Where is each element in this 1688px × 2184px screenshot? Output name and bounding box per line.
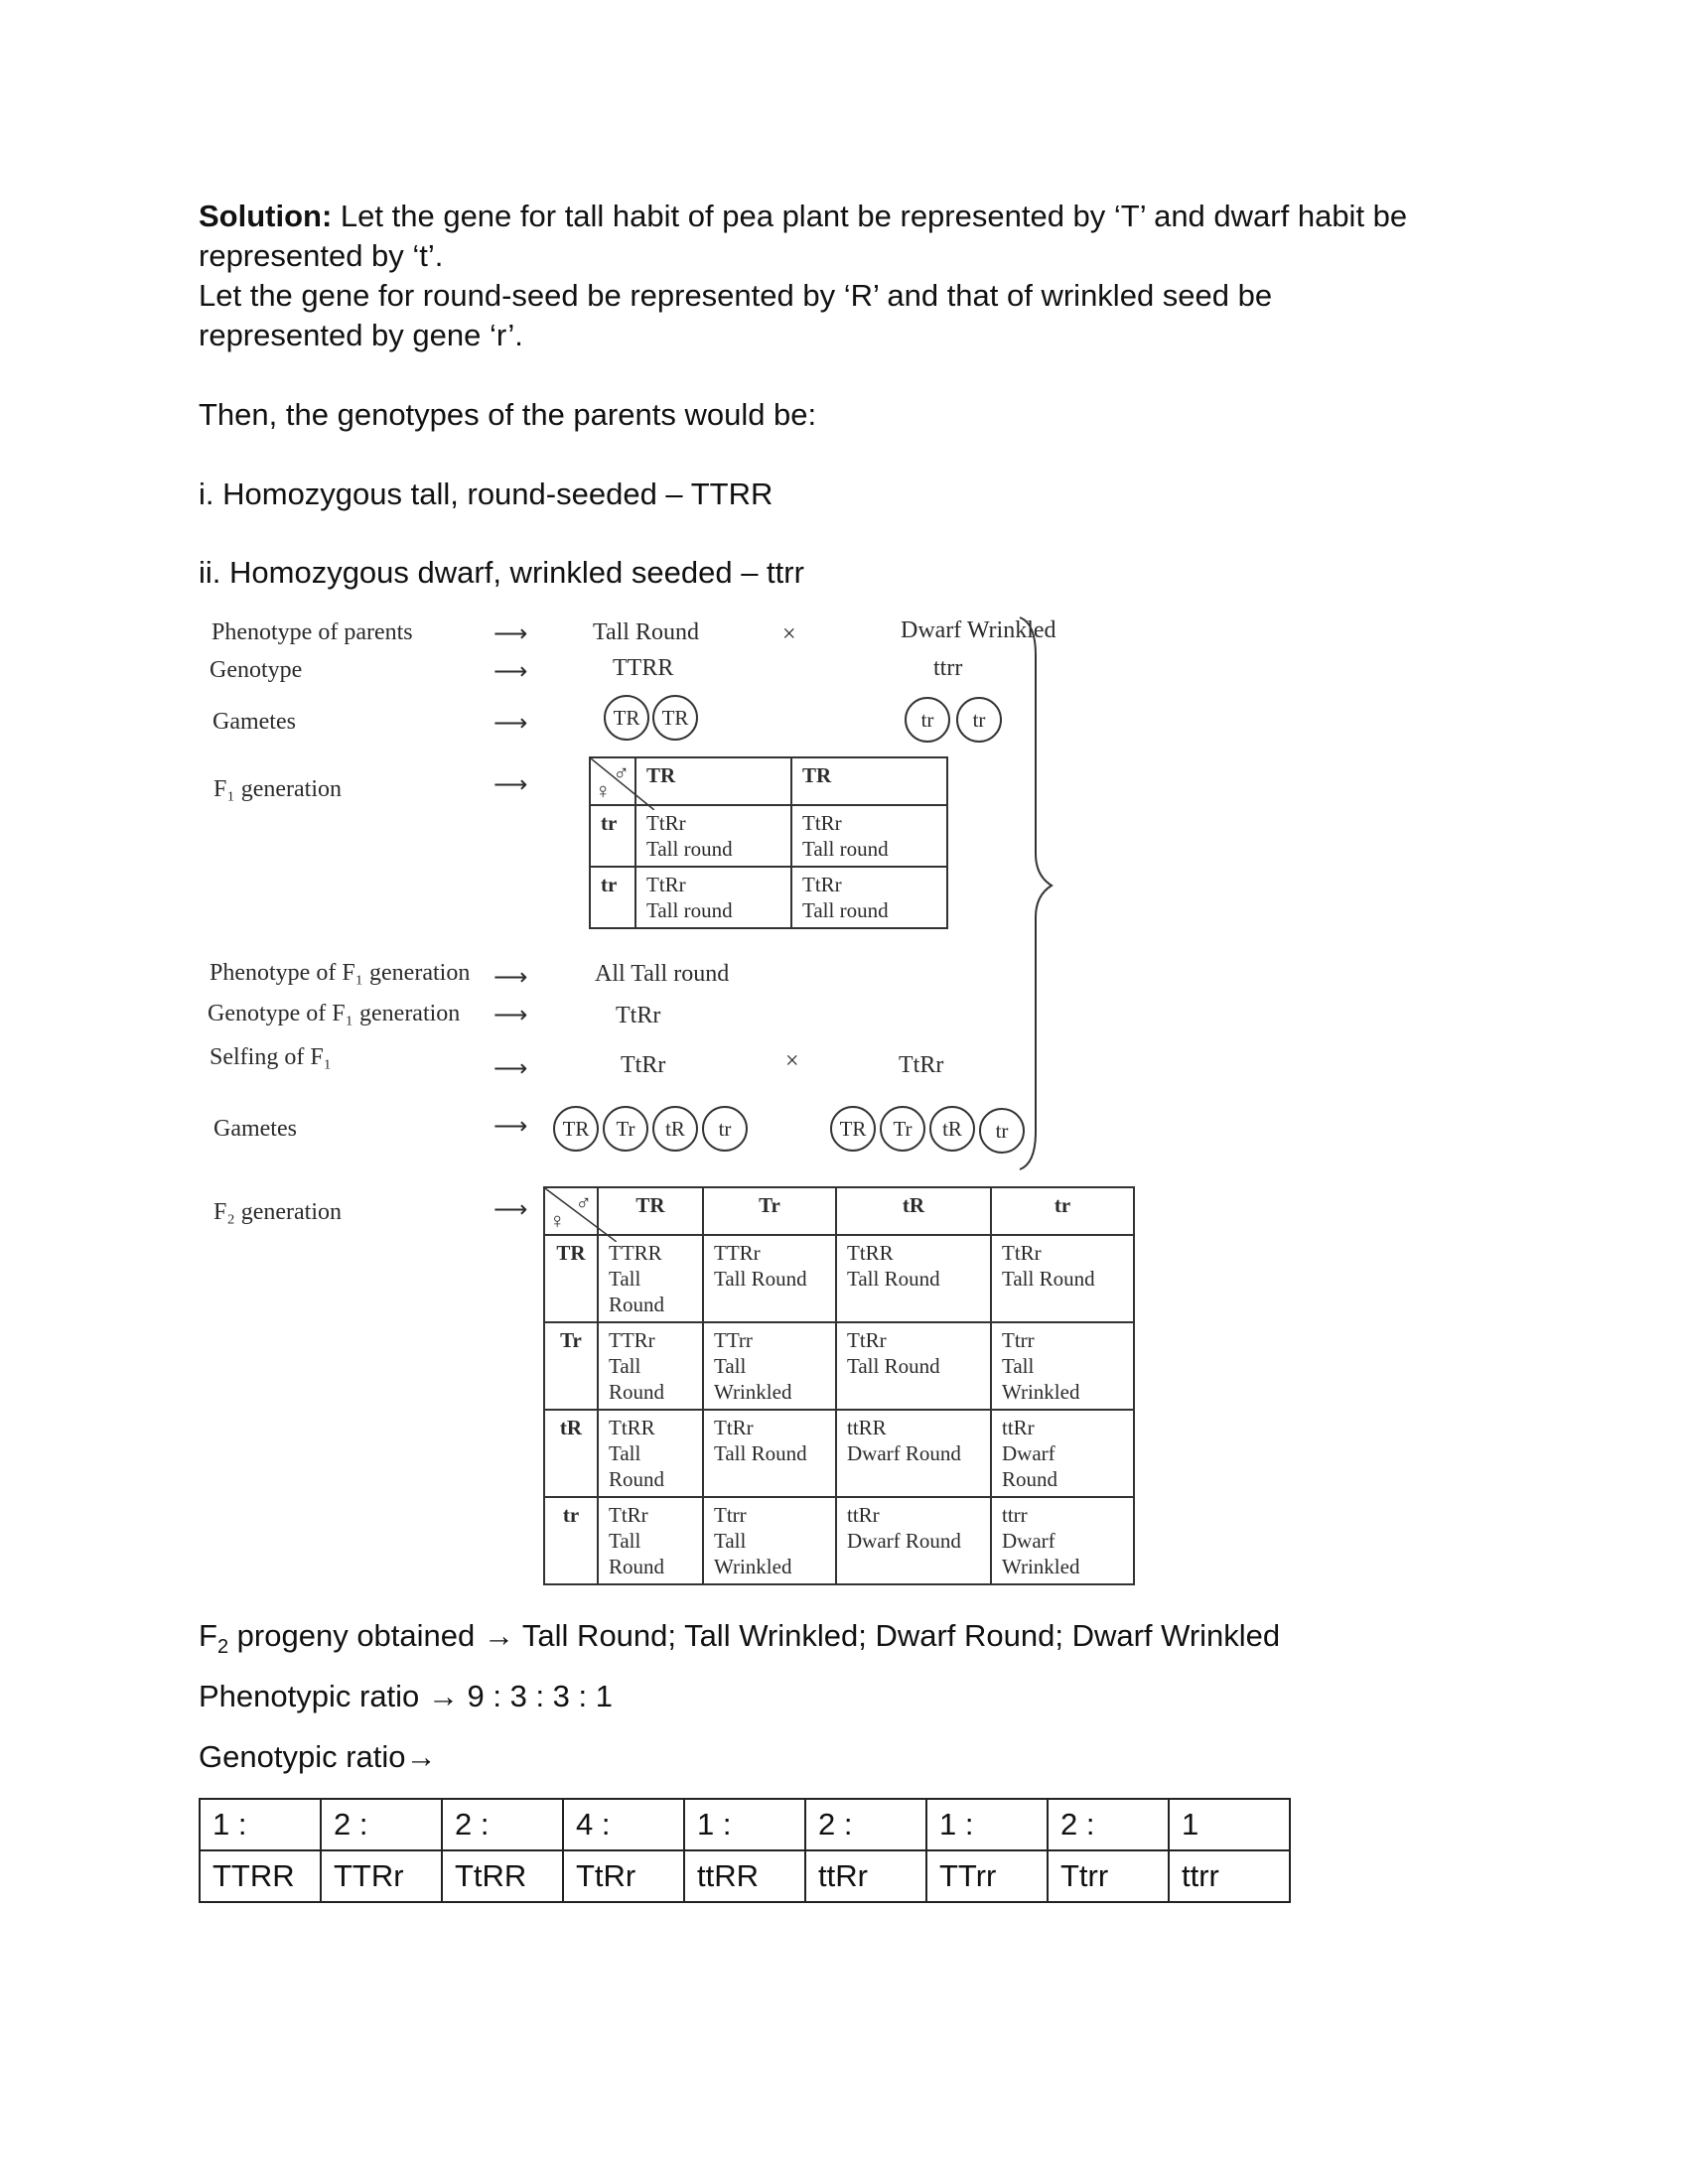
f2-cell	[598, 1322, 703, 1410]
ratio-number: 2 :	[1048, 1799, 1169, 1850]
f1-punnett-square	[589, 756, 948, 929]
selfing-right: TtRr	[899, 1052, 944, 1078]
label-phenotype-f1: Phenotype of F₁ generation	[210, 960, 471, 986]
ratio-genotype: ttRR	[684, 1850, 805, 1902]
cell-genotype: TtRr	[646, 873, 686, 896]
selfing-left: TtRr	[621, 1052, 666, 1078]
cell-line: TtRr	[1002, 1241, 1042, 1265]
label-genotype: Genotype	[210, 657, 303, 683]
f2-col-header: tr	[991, 1187, 1134, 1235]
f2-col-header: tR	[836, 1187, 991, 1235]
cell-line: Tall Round	[847, 1267, 940, 1291]
gamete-circle: TR	[830, 1106, 876, 1152]
cell-line: Tall	[609, 1267, 641, 1291]
progeny-prefix: F	[199, 1618, 217, 1653]
f1-genotype: TtRr	[616, 1003, 661, 1028]
arrow-icon: ⟶	[493, 711, 528, 737]
f2-cell	[836, 1410, 991, 1497]
f1-cell	[635, 867, 791, 928]
parent1-phenotype: Tall Round	[593, 619, 699, 645]
cross-symbol: ×	[785, 1048, 799, 1074]
ratio-number: 4 :	[563, 1799, 684, 1850]
cell-line: Round	[609, 1467, 665, 1491]
cell-line: Wrinkled	[714, 1555, 792, 1578]
f2-row-header: TR	[544, 1235, 598, 1322]
arrow-icon: ⟶	[493, 1056, 528, 1082]
cell-line: TtRr	[609, 1503, 648, 1527]
cell-line: ttRr	[847, 1503, 880, 1527]
cell-line: ttRR	[847, 1416, 887, 1439]
f1-phenotype: All Tall round	[595, 961, 730, 987]
cell-line: Ttrr	[1002, 1328, 1035, 1352]
cell-line: TTRr	[609, 1328, 655, 1352]
progeny-text: progeny obtained → Tall Round; Tall Wrinkled; Dwarf Round; Dwarf Wrinkled	[228, 1618, 1281, 1653]
cell-line: Round	[609, 1555, 665, 1578]
cell-line: ttrr	[1002, 1503, 1028, 1527]
f2-row-header: tr	[544, 1497, 598, 1584]
parent-item-2: ii. Homozygous dwarf, wrinkled seeded – ttrr	[199, 555, 804, 590]
progeny-line	[199, 1616, 1280, 1667]
cell-line: Tall	[609, 1529, 641, 1553]
f2-cell	[598, 1497, 703, 1584]
progeny-subscript: 2	[216, 1636, 229, 1659]
cell-line: Round	[1002, 1467, 1058, 1491]
cell-line: Tall	[714, 1529, 747, 1553]
cell-line: TTRr	[714, 1241, 761, 1265]
arrow-icon: ⟶	[493, 1114, 528, 1140]
cell-line: TTrr	[714, 1328, 753, 1352]
arrow-icon: ⟶	[493, 1197, 528, 1223]
label-phenotype-parents: Phenotype of parents	[211, 619, 413, 645]
cell-line: Tall Round	[714, 1267, 807, 1291]
ratio-number: 1 :	[926, 1799, 1048, 1850]
f2-col-header: TR	[598, 1187, 703, 1235]
cell-line: TtRr	[714, 1416, 754, 1439]
f2-col-header: Tr	[703, 1187, 836, 1235]
male-symbol-icon: ♂	[575, 1190, 592, 1215]
f2-cell	[991, 1497, 1134, 1584]
ratio-number: 1	[1169, 1799, 1290, 1850]
ratio-number: 2 :	[442, 1799, 563, 1850]
ratio-genotype: TTRR	[200, 1850, 321, 1902]
gamete-circle: Tr	[603, 1106, 648, 1152]
cell-line: ttRr	[1002, 1416, 1035, 1439]
cell-line: Tall	[609, 1354, 641, 1378]
female-symbol-icon: ♀	[549, 1208, 566, 1233]
cell-line: TtRr	[847, 1328, 887, 1352]
cell-line: Tall	[1002, 1354, 1035, 1378]
gamete-circle: tR	[929, 1106, 975, 1152]
cell-line: Dwarf Round	[847, 1529, 961, 1553]
cell-line: Tall Round	[714, 1441, 807, 1465]
cell-line: Tall	[609, 1441, 641, 1465]
gamete-circle: tr	[905, 697, 950, 743]
f2-row-header: Tr	[544, 1322, 598, 1410]
f2-cell	[598, 1235, 703, 1322]
cell-line: TTRR	[609, 1241, 662, 1265]
gamete-circle: tr	[956, 697, 1002, 743]
f2-cell	[703, 1235, 836, 1322]
cell-line: Dwarf	[1002, 1529, 1055, 1553]
cell-line: Wrinkled	[1002, 1380, 1080, 1404]
f2-cell	[991, 1410, 1134, 1497]
cell-phenotype: Tall round	[802, 898, 889, 922]
ratio-numbers-row	[200, 1799, 1290, 1850]
gamete-circle: tr	[979, 1108, 1025, 1154]
f2-cell	[836, 1235, 991, 1322]
genotypic-ratio-label: Genotypic ratio→	[199, 1739, 437, 1774]
solution-line-1: Let the gene for tall habit of pea plant be represented by ‘T’ and dwarf habit be represented by ‘t’.	[199, 199, 1408, 273]
f2-cell	[703, 1322, 836, 1410]
cell-line: Round	[609, 1293, 665, 1316]
phenotypic-ratio: Phenotypic ratio → 9 : 3 : 3 : 1	[199, 1679, 614, 1713]
cell-line: TtRR	[847, 1241, 894, 1265]
label-gametes: Gametes	[212, 709, 296, 735]
f1-col-header: TR	[791, 757, 947, 805]
f2-row-header: tR	[544, 1410, 598, 1497]
cell-line: Tall Round	[847, 1354, 940, 1378]
ratio-genotype: TTRr	[321, 1850, 442, 1902]
solution-label: Solution:	[199, 199, 333, 233]
cell-line: Wrinkled	[1002, 1555, 1080, 1578]
cell-genotype: TtRr	[646, 811, 686, 835]
f2-cell	[598, 1410, 703, 1497]
ratio-number: 2 :	[321, 1799, 442, 1850]
cell-genotype: TtRr	[802, 873, 842, 896]
solution-paragraph-1	[199, 197, 1489, 276]
ratio-genotype: Ttrr	[1048, 1850, 1169, 1902]
gamete-circle: tr	[702, 1106, 748, 1152]
cell-line: Tall Round	[1002, 1267, 1095, 1291]
arrow-icon: ⟶	[493, 1003, 528, 1028]
dihybrid-cross-figure	[194, 608, 1187, 1600]
cell-genotype: TtRr	[802, 811, 842, 835]
ratio-genotype: TTrr	[926, 1850, 1048, 1902]
cell-line: Dwarf	[1002, 1441, 1055, 1465]
gamete-circle: tR	[652, 1106, 698, 1152]
arrow-icon: ⟶	[493, 659, 528, 685]
ratio-number: 2 :	[805, 1799, 926, 1850]
cell-phenotype: Tall round	[646, 837, 733, 861]
f2-cell	[836, 1322, 991, 1410]
cross-symbol: ×	[782, 621, 796, 647]
brace-icon	[1018, 615, 1077, 1171]
ratio-genotype: TtRR	[442, 1850, 563, 1902]
parent1-genotype: TTRR	[613, 655, 674, 681]
genotypic-ratio-table	[199, 1798, 1291, 1903]
ratio-genotype: ttrr	[1169, 1850, 1290, 1902]
cell-line: TtRR	[609, 1416, 655, 1439]
male-symbol-icon: ♂	[613, 760, 630, 785]
parents-intro: Then, the genotypes of the parents would be:	[199, 397, 817, 432]
f1-col-header: TR	[635, 757, 791, 805]
gamete-circle: TR	[553, 1106, 599, 1152]
ratio-number: 1 :	[200, 1799, 321, 1850]
f2-cell	[703, 1410, 836, 1497]
solution-paragraph-2	[199, 276, 1370, 355]
label-f1-generation: F₁ generation	[213, 776, 342, 802]
f1-cell	[791, 867, 947, 928]
cell-phenotype: Tall round	[646, 898, 733, 922]
f2-cell	[703, 1497, 836, 1584]
cell-line: Tall	[714, 1354, 747, 1378]
f2-cell	[991, 1235, 1134, 1322]
punnett-corner	[544, 1187, 598, 1235]
cell-line: Wrinkled	[714, 1380, 792, 1404]
parent2-phenotype: Dwarf Wrinkled	[901, 617, 1056, 643]
cell-line: Round	[609, 1380, 665, 1404]
cell-line: Dwarf Round	[847, 1441, 961, 1465]
label-gametes-2: Gametes	[213, 1116, 297, 1142]
cell-line: Ttrr	[714, 1503, 747, 1527]
arrow-icon: ⟶	[493, 772, 528, 798]
parent2-genotype: ttrr	[933, 655, 963, 681]
f1-cell	[635, 805, 791, 867]
ratio-genotypes-row	[200, 1850, 1290, 1902]
f2-cell	[991, 1322, 1134, 1410]
arrow-icon: ⟶	[493, 621, 528, 647]
f2-punnett-square	[543, 1186, 1135, 1585]
ratio-genotype: ttRr	[805, 1850, 926, 1902]
punnett-corner	[590, 757, 635, 805]
parent-item-1: i. Homozygous tall, round-seeded – TTRR	[199, 477, 774, 511]
gamete-circle: Tr	[880, 1106, 925, 1152]
ratio-genotype: TtRr	[563, 1850, 684, 1902]
cell-phenotype: Tall round	[802, 837, 889, 861]
label-genotype-f1: Genotype of F₁ generation	[208, 1001, 461, 1026]
f2-cell	[836, 1497, 991, 1584]
gamete-circle: TR	[652, 695, 698, 741]
female-symbol-icon: ♀	[595, 778, 612, 803]
gamete-circle: TR	[604, 695, 649, 741]
f1-cell	[791, 805, 947, 867]
arrow-icon: ⟶	[493, 965, 528, 991]
label-selfing-f1: Selfing of F₁	[210, 1044, 333, 1070]
ratio-number: 1 :	[684, 1799, 805, 1850]
label-f2-generation: F₂ generation	[213, 1199, 342, 1225]
solution-line-2: Let the gene for round-seed be represented by ‘R’ and that of wrinkled seed be represented by gene ‘r’.	[199, 278, 1273, 352]
f1-row-header: tr	[590, 805, 635, 867]
f1-row-header: tr	[590, 867, 635, 928]
